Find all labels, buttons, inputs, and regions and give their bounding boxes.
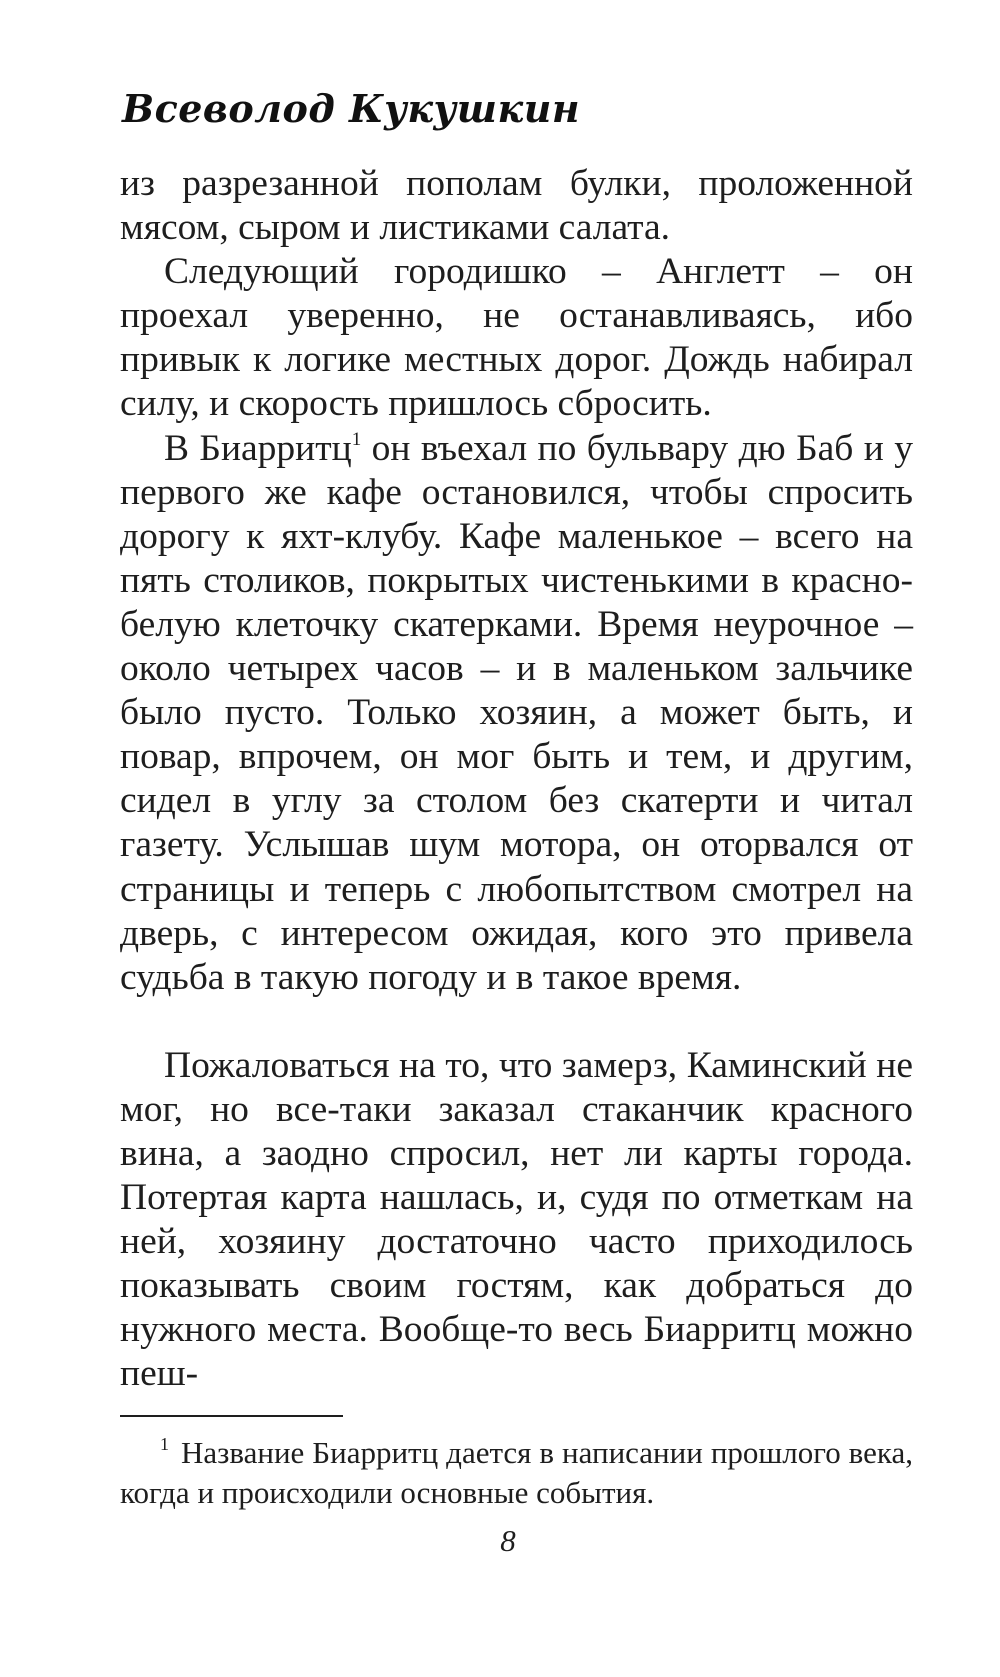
- footnote-reference[interactable]: 1: [351, 428, 362, 450]
- footnote: [120, 1433, 913, 1513]
- paragraph-continuation: из разрезанной пополам булки, проложенной мясом, сыром и листиками салата.: [120, 163, 913, 249]
- running-head: Всеволод Кукушкин: [122, 86, 581, 131]
- footnote-mark: 1: [160, 1434, 169, 1454]
- paragraph-text: он въехал по бульвару дю Баб и у первого же кафе остановился, чтобы спросить дорогу к яхт-клубу. Кафе маленькое – всего на пять столиков, покрытых чистенькими в красно-белую клеточку скатерками. Время неурочное – около четырех часов – и в маленьком зальчике было пусто. Только хозяин, а может быть, и повар, впрочем, он мог быть и тем, и другим, сидел в углу за столом без скатерти и читал газету. Услышав шум мотора, он оторвался от страницы и теперь с любопытством смотрел на дверь, с интересом ожидая, кого это привела судьба в такую погоду и в такое время.: [120, 427, 913, 998]
- footnote-text: Название Биарритц дается в написании прошлого века, когда и происходили основные события.: [120, 1435, 913, 1510]
- paragraph: Следующий городишко – Англетт – он проехал уверенно, не останавливаясь, ибо привык к логике местных дорог. Дождь набирал силу, и скорость пришлось сбросить.: [120, 251, 913, 425]
- paragraph: Пожаловаться на то, что замерз, Каминский не мог, но все-таки заказал стаканчик красного вина, а заодно спросил, нет ли карты города. Потертая карта нашлась, и, судя по отметкам на ней, хозяину достаточно часто приходилось показывать своим гостям, как добраться до нужного места. Вообще-то весь Биарритц можно пеш-: [120, 1044, 913, 1395]
- footnote-divider: [120, 1415, 343, 1417]
- body-text: [120, 162, 913, 1397]
- page-number: 8: [500, 1523, 516, 1558]
- paragraph-text: В Биарритц: [164, 427, 352, 469]
- paragraph: [120, 427, 913, 1000]
